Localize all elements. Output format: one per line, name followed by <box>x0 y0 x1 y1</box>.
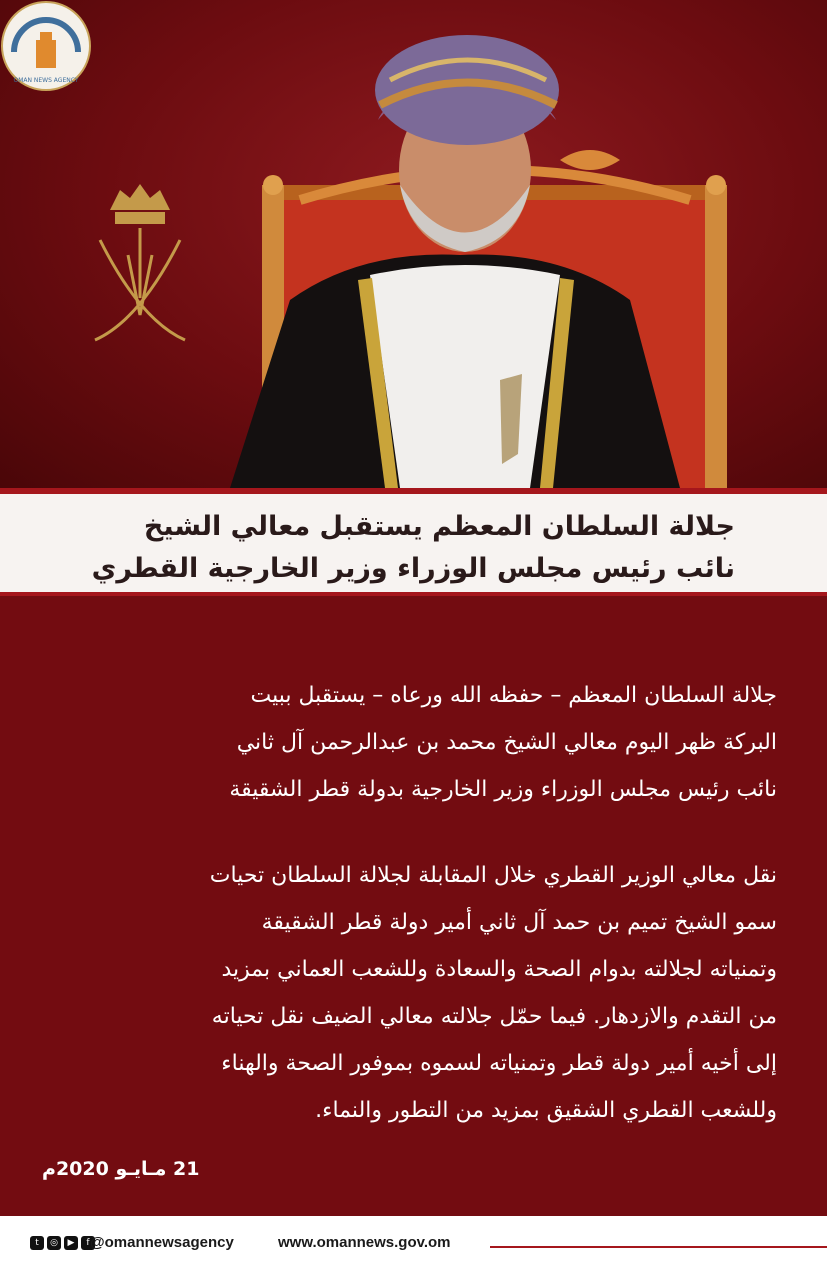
social-handle[interactable]: @omannewsagency <box>90 1234 234 1251</box>
paragraph-1-line: البركة ظهر اليوم معالي الشيخ محمد بن عبدالرحمن آل ثاني <box>236 730 777 755</box>
youtube-icon[interactable]: ▶ <box>64 1236 78 1250</box>
website-link[interactable]: www.omannews.gov.om <box>278 1234 451 1251</box>
paragraph-1-line: نائب رئيس مجلس الوزراء وزير الخارجية بدولة قطر الشقيقة <box>229 777 777 802</box>
oman-emblem <box>95 184 185 340</box>
instagram-icon[interactable]: ◎ <box>47 1236 61 1250</box>
footer <box>0 1216 827 1280</box>
paragraph-2-line: سمو الشيخ تميم بن حمد آل ثاني أمير دولة قطر الشقيقة <box>261 910 777 935</box>
hero-illustration <box>0 0 827 488</box>
headline-line-2: نائب رئيس مجلس الوزراء وزير الخارجية القطري <box>91 553 735 584</box>
paragraph-1 <box>37 672 777 813</box>
facebook-icon[interactable]: f <box>81 1236 95 1250</box>
paragraph-2-line: وتمنياته لجلالته بدوام الصحة والسعادة وللشعب العماني بمزيد <box>221 957 777 982</box>
paragraph-2-line: نقل معالي الوزير القطري خلال المقابلة لجلالة السلطان تحيات <box>209 863 777 888</box>
headline-line-1: جلالة السلطان المعظم يستقبل معالي الشيخ <box>143 511 735 542</box>
oman-news-agency-logo <box>0 0 92 92</box>
hero-photo <box>0 0 827 488</box>
paragraph-2-line: من التقدم والازدهار. فيما حمّل جلالته معالي الضيف نقل تحياته <box>211 1004 777 1029</box>
paragraph-1-line: جلالة السلطان المعظم – حفظه الله ورعاه – يستقبل ببيت <box>250 683 777 708</box>
paragraph-2-line: إلى أخيه أمير دولة قطر وتمنياته لسموه بموفور الصحة والهناء <box>221 1051 777 1076</box>
logo-text: OMAN NEWS AGENCY <box>13 77 79 84</box>
paragraph-2-line: وللشعب القطري الشقيق بمزيد من التطور والنماء. <box>315 1098 777 1123</box>
social-icons <box>30 1236 95 1250</box>
headline-band <box>0 488 827 596</box>
paragraph-2 <box>37 852 777 1134</box>
footer-divider <box>490 1246 827 1248</box>
publish-date: 21 مـايـو 2020م <box>42 1158 200 1180</box>
twitter-icon[interactable]: t <box>30 1236 44 1250</box>
